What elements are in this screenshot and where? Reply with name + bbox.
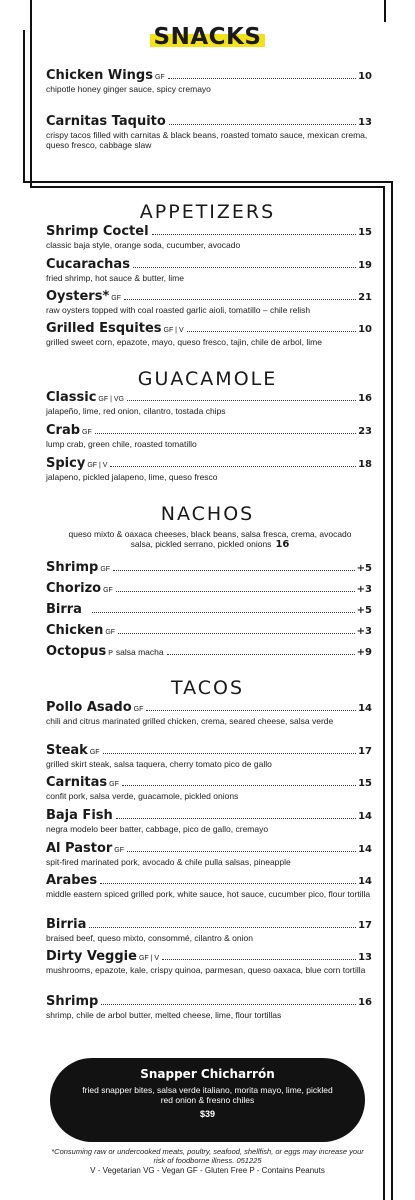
item-diet-tag: GF — [100, 566, 111, 573]
item-name: Carnitas — [46, 775, 108, 790]
item-description: fried shrimp, hot sauce & butter, lime — [46, 273, 184, 283]
nachos-description — [60, 529, 360, 550]
item-name: Arabes — [46, 873, 98, 888]
menu-item-crab-guacamole — [46, 423, 372, 449]
consumer-advisory-note: *Consuming raw or undercooked meats, poultry, seafood, shellfish, or eggs may increase your risk of foodborne illness. 051225 — [51, 1147, 364, 1165]
frame-line-top-left-vertical — [23, 30, 25, 182]
item-diet-tag: GF — [111, 295, 121, 302]
item-price: 21 — [358, 292, 372, 303]
frame-line-horizontal-1 — [23, 181, 392, 183]
menu-item-grilled-esquites — [46, 321, 372, 347]
item-price: 16 — [358, 393, 372, 404]
item-price: +3 — [356, 626, 372, 637]
diet-legend: V - Vegetarian VG - Vegan GF - Gluten Free P - Contains Peanuts — [90, 1166, 325, 1175]
nachos-section-title: NACHOS — [160, 503, 255, 525]
dot-leader — [146, 710, 356, 711]
item-diet-tag: GF — [109, 781, 119, 788]
item-name: Grilled Esquites — [46, 321, 162, 336]
dot-leader — [113, 570, 355, 571]
dot-leader — [133, 267, 356, 268]
item-diet-tag: GF — [82, 429, 92, 436]
appetizers-section-title: APPETIZERS — [139, 201, 276, 223]
item-price: 16 — [358, 997, 372, 1008]
item-diet-tag: GF — [114, 847, 125, 854]
item-diet-tag: GF — [89, 749, 100, 756]
item-description: lump crab, green chile, roasted tomatillo — [46, 439, 197, 449]
item-price: 15 — [358, 778, 372, 789]
menu-item-arabes — [46, 873, 372, 899]
item-description: raw oysters topped with coal roasted garlic aioli, tomatillo – chile relish — [46, 305, 311, 315]
item-name: Chicken Wings — [46, 68, 153, 83]
menu-item-spicy-guacamole — [46, 456, 372, 482]
item-name: Al Pastor — [46, 841, 113, 856]
nachos-addon-chicken — [46, 623, 372, 638]
tacos-section-title: TACOS — [170, 677, 245, 699]
dot-leader — [116, 818, 356, 819]
item-description: chipotle honey ginger sauce, spicy cremayo — [46, 84, 211, 94]
item-price: 10 — [358, 324, 372, 335]
item-name: Shrimp — [46, 560, 99, 575]
dot-leader — [122, 785, 356, 786]
menu-item-cucarachas — [46, 257, 372, 283]
dot-leader — [169, 124, 356, 125]
item-diet-tag: GF | VG — [98, 396, 124, 403]
dot-leader — [95, 433, 356, 434]
snacks-section-title: SNACKS — [0, 24, 415, 50]
dot-leader — [167, 654, 355, 655]
item-name: Classic — [46, 390, 97, 405]
item-price: +5 — [356, 605, 372, 616]
dot-leader — [168, 78, 356, 79]
item-name: Pollo Asado — [46, 700, 132, 715]
item-description: spit-fired marinated pork, avocado & chile pulla salsas, pineapple — [46, 857, 291, 867]
special-name: Snapper Chicharrón — [140, 1067, 275, 1081]
item-description: grilled skirt steak, salsa taquera, cherry tomato pico de gallo — [46, 759, 272, 769]
menu-item-dirty-veggie — [46, 949, 372, 975]
menu-item-oysters — [46, 289, 372, 315]
item-price: 17 — [358, 746, 372, 757]
dot-leader — [118, 633, 355, 634]
item-name: Chorizo — [46, 581, 102, 596]
item-diet-tag: GF — [105, 629, 116, 636]
dot-leader — [187, 331, 356, 332]
nachos-addon-shrimp — [46, 560, 372, 575]
item-name: Steak — [46, 743, 88, 758]
frame-line-horizontal-2 — [30, 186, 384, 188]
item-description: mushrooms, epazote, kale, crispy quinoa, parmesan, queso oaxaca, blue corn tortilla — [46, 965, 366, 975]
item-name: Carnitas Taquito — [46, 114, 166, 129]
item-name: Dirty Veggie — [46, 949, 137, 964]
item-price: 14 — [358, 703, 372, 714]
menu-item-chicken-wings — [46, 68, 372, 94]
item-price: 10 — [358, 71, 372, 82]
dot-leader — [101, 1004, 356, 1005]
item-price: 13 — [358, 117, 372, 128]
nachos-addon-octopus — [46, 644, 372, 659]
item-name: Crab — [46, 423, 81, 438]
item-diet-tag: GF — [133, 706, 144, 713]
item-price: +3 — [356, 584, 372, 595]
dot-leader — [92, 612, 355, 613]
item-price: +9 — [356, 647, 372, 658]
dot-leader — [100, 883, 356, 884]
item-description: confit pork, salsa verde, guacamole, pickled onions — [46, 791, 239, 801]
dot-leader — [103, 753, 357, 754]
special-description: fried snapper bites, salsa verde italiano, morita mayo, lime, pickled red onion & fresno chiles — [82, 1085, 333, 1105]
menu-item-shrimp-taco — [46, 994, 372, 1020]
dot-leader — [127, 851, 356, 852]
item-description: shrimp, chile de arbol butter, melted cheese, lime, flour tortillas — [46, 1010, 282, 1020]
item-name: Shrimp — [46, 994, 99, 1009]
dot-leader — [124, 299, 356, 300]
item-description: grilled sweet corn, epazote, mayo, queso fresco, tajin, chile de arbol, lime — [46, 337, 322, 347]
item-name: Birra — [46, 602, 82, 617]
menu-item-birria — [46, 917, 372, 943]
menu-item-carnitas — [46, 775, 372, 801]
nachos-price: 16 — [275, 539, 290, 550]
guacamole-section-title: GUACAMOLE — [137, 368, 278, 390]
item-name: Chicken — [46, 623, 104, 638]
nachos-description-text: queso mixto & oaxaca cheeses, black beans, salsa fresca, crema, avocado salsa, pickled serrano, pickled onions — [68, 529, 352, 549]
item-price: 14 — [358, 811, 372, 822]
item-description: jalapeno, pickled jalapeno, lime, queso fresco — [46, 472, 218, 482]
dot-leader — [116, 591, 355, 592]
item-description: negra modelo beer batter, cabbage, pico de gallo, cremayo — [46, 824, 269, 834]
menu-item-shrimp-coctel — [46, 224, 372, 250]
item-diet-tag: GF | V — [87, 462, 108, 469]
item-description: braised beef, queso mixto, consommé, cilantro & onion — [46, 933, 253, 943]
nachos-addon-birra — [46, 602, 372, 617]
special-price: $39 — [199, 1109, 216, 1119]
item-description: classic baja style, orange soda, cucumber, avocado — [46, 240, 241, 250]
item-description: crispy tacos filled with carnitas & black beans, roasted tomato sauce, mexican crema, queso fresco, cabbage slaw — [46, 130, 368, 150]
dot-leader — [152, 234, 357, 235]
item-name: Octopus — [46, 644, 107, 659]
item-price: 17 — [358, 920, 372, 931]
dot-leader — [162, 959, 356, 960]
item-name: Spicy — [46, 456, 86, 471]
menu-item-pollo-asado — [46, 700, 372, 726]
item-diet-tag: P — [108, 650, 113, 657]
dot-leader — [127, 400, 356, 401]
item-diet-tag: GF — [103, 587, 113, 594]
item-price: 23 — [358, 426, 372, 437]
item-price: 14 — [358, 844, 372, 855]
item-price: 14 — [358, 876, 372, 887]
item-price: 19 — [358, 260, 372, 271]
item-extra-note: salsa macha — [115, 647, 164, 657]
item-name: Baja Fish — [46, 808, 113, 823]
item-price: 18 — [358, 459, 372, 470]
item-description: chili and citrus marinated grilled chicken, crema, seared cheese, salsa verde — [46, 716, 334, 726]
menu-footer — [50, 1147, 365, 1175]
menu-item-carnitas-taquito — [46, 114, 372, 150]
item-diet-tag: GF | V — [138, 955, 160, 962]
frame-line-top-right-vertical — [384, 0, 386, 22]
special-feature-box — [50, 1058, 365, 1142]
item-diet-tag: GF | V — [163, 327, 184, 334]
item-name: Cucarachas — [46, 257, 130, 272]
item-price: 15 — [358, 227, 372, 238]
item-name: Shrimp Coctel — [46, 224, 149, 239]
item-diet-tag: GF — [154, 74, 165, 81]
menu-item-classic-guacamole — [46, 390, 372, 416]
menu-item-al-pastor — [46, 841, 372, 867]
dot-leader — [89, 927, 356, 928]
menu-item-baja-fish — [46, 808, 372, 834]
nachos-addon-chorizo — [46, 581, 372, 596]
item-description: middle eastern spiced grilled pork, white sauce, hot sauce, cucumber pico, flour tortilla — [46, 889, 371, 899]
item-price: 13 — [358, 952, 372, 963]
item-description: jalapeño, lime, red onion, cilantro, tostada chips — [46, 406, 226, 416]
dot-leader — [110, 466, 356, 467]
item-price: +5 — [356, 563, 372, 574]
item-name: Oysters* — [46, 289, 110, 304]
item-name: Birria — [46, 917, 87, 932]
menu-item-steak — [46, 743, 372, 769]
